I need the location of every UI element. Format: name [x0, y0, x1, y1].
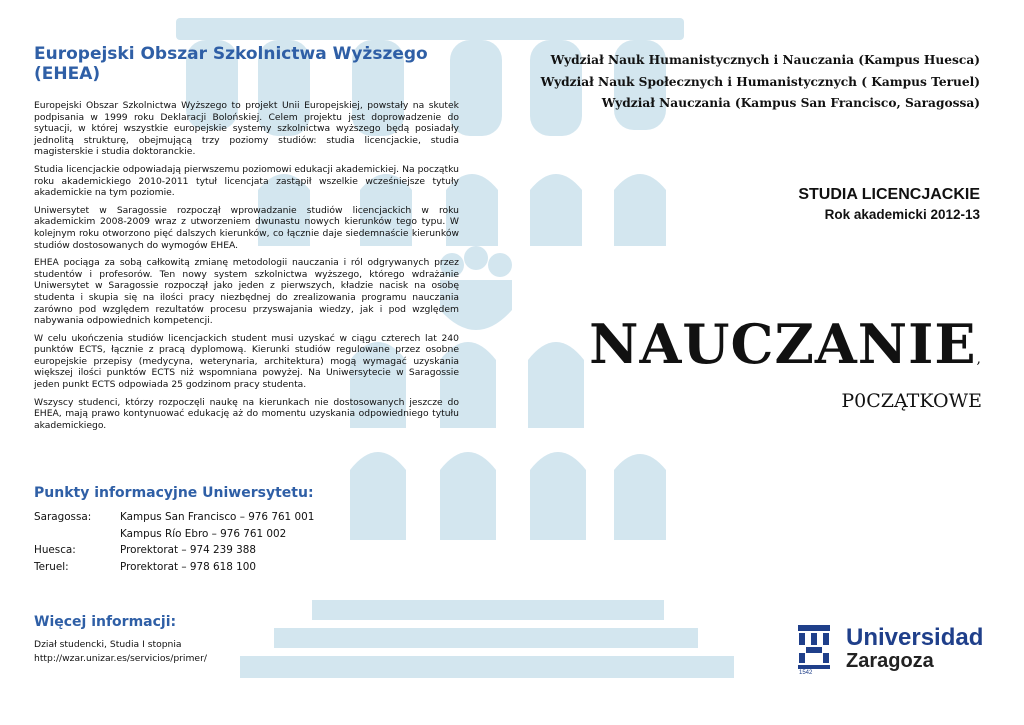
- ehea-section: [34, 44, 459, 437]
- logo-zaragoza: Zaragoza: [846, 650, 934, 672]
- ehea-paragraph-6: Wszyscy studenci, którzy rozpoczęli naukę na kierunkach nie dostosowanych jeszcze do EHEA, mają prawo kontynuować edukację aż do momentu uzyskania odpowiedniego tytułu akademickiego.: [34, 396, 459, 431]
- contact-city: Saragossa:: [34, 511, 92, 523]
- faculty-zaragoza: Wydział Nauczania (Kampus San Francisco, Saragossa): [601, 96, 980, 110]
- degree-type-title: STUDIA LICENCJACKIE: [798, 186, 980, 203]
- faculties-list: [541, 50, 980, 115]
- ehea-heading: Europejski Obszar Szkolnictwa Wyższego (EHEA): [34, 44, 428, 84]
- ehea-paragraph-1: Europejski Obszar Szkolnictwa Wyższego to projekt Unii Europejskiej, powstały na skutek podpisania w 1999 roku Deklaracji Bolońskiej. Celem projektu jest doprowadzenie do sytuacji, w której wszystkie europejskie systemy szkolnictwa wyższego będą posiadały jednolitą strukturę, obejmującą trzy poziomy studiów: studia licencjackie, studia magisterskie i studia doktoranckie.: [34, 100, 459, 158]
- program-name-block: [589, 314, 982, 413]
- program-main-word: NAUCZANIE: [589, 312, 977, 376]
- info-points-heading: Punkty informacyjne Uniwersytetu:: [34, 485, 314, 501]
- contact-row: [34, 542, 459, 559]
- program-subtitle: P0CZĄTKOWE: [841, 390, 982, 412]
- info-points-section: [34, 485, 459, 575]
- program-title: [589, 314, 982, 389]
- academic-year: Rok akademicki 2012-13: [824, 207, 980, 222]
- ehea-paragraph-3: Uniwersytet w Saragossie rozpoczął wprowadzanie studiów licencjackich w roku akademickim 2008-2009 wraz z utworzeniem dwunastu nowych kierunków tego typu. W kolejnym roku otworzono pięć dalszych kierunków, co łącznie daje siedemnaście kierunków studiów dostosowanych do wymogów EHEA.: [34, 204, 459, 251]
- contact-info: Kampus Río Ebro – 976 761 002: [120, 527, 287, 540]
- ehea-paragraph-2: Studia licencjackie odpowiadają pierwszemu poziomowi edukacji akademickiej. Na początku roku akademickiego 2010-2011 tytuł licencjata zastąpił wszelkie wcześniejsze tytuły akademickie na tym poziomie.: [34, 163, 459, 199]
- ehea-paragraph-5: W celu ukończenia studiów licencjackich student musi uzyskać w ciągu czterech lat 240 punktów ECTS, łącznie z pracą dyplomową. Kierunki studiów regulowane przez osobne europejskie przepisy (medycyna, weterynaria, architektura) mogą wymagać uzyskania większej ilości punktów ECTS niż wspomniana powyżej. Na Uniwersytecie w Saragossie jeden punkt ECTS odpowiada 25 godzinom pracy studenta.: [34, 332, 459, 391]
- more-info-office: Dział studencki, Studia I stopnia: [34, 639, 182, 650]
- contact-info: Prorektorat – 974 239 388: [120, 544, 256, 556]
- contact-info: Prorektorat – 978 618 100: [120, 560, 256, 573]
- logo-universidad: Universidad: [846, 624, 984, 651]
- contact-info: Kampus San Francisco – 976 761 001: [120, 511, 315, 523]
- contact-row: [34, 559, 459, 576]
- contact-city: [34, 526, 120, 543]
- contact-row: [34, 526, 459, 543]
- logo-year: 1542: [799, 670, 813, 676]
- program-comma: ,: [976, 351, 982, 367]
- university-logo: [796, 623, 986, 683]
- more-info-heading: Więcej informacji:: [34, 614, 177, 630]
- more-info-section: [34, 614, 207, 666]
- contact-city: Huesca:: [34, 544, 76, 556]
- ehea-paragraph-4: EHEA pociąga za sobą całkowitą zmianę metodologii nauczania i ról odgrywanych przez studentów i profesorów. Ten nowy system szkolnictwa wyższego, którego wdrażanie Uniwersytet w Saragossie rozpoczął jako jeden z pierwszych, kładzie nacisk na osobę studenta i skupia się na ilości pracy niezbędnej do zrealizowania programu nauczania zarówno pod względem rezultatów procesu przyswajania wiedzy, jak i pod względem nabywania odpowiednich kompetencji.: [34, 257, 459, 327]
- contact-row: [34, 509, 459, 526]
- faculty-teruel: Wydział Nauk Społecznych i Humanistycznych ( Kampus Teruel): [540, 74, 980, 89]
- faculty-huesca: Wydział Nauk Humanistycznych i Nauczania (Kampus Huesca): [550, 53, 980, 67]
- contact-city: Teruel:: [34, 560, 69, 573]
- degree-type-block: [798, 184, 980, 225]
- more-info-url[interactable]: http://wzar.unizar.es/servicios/primer/: [34, 653, 207, 664]
